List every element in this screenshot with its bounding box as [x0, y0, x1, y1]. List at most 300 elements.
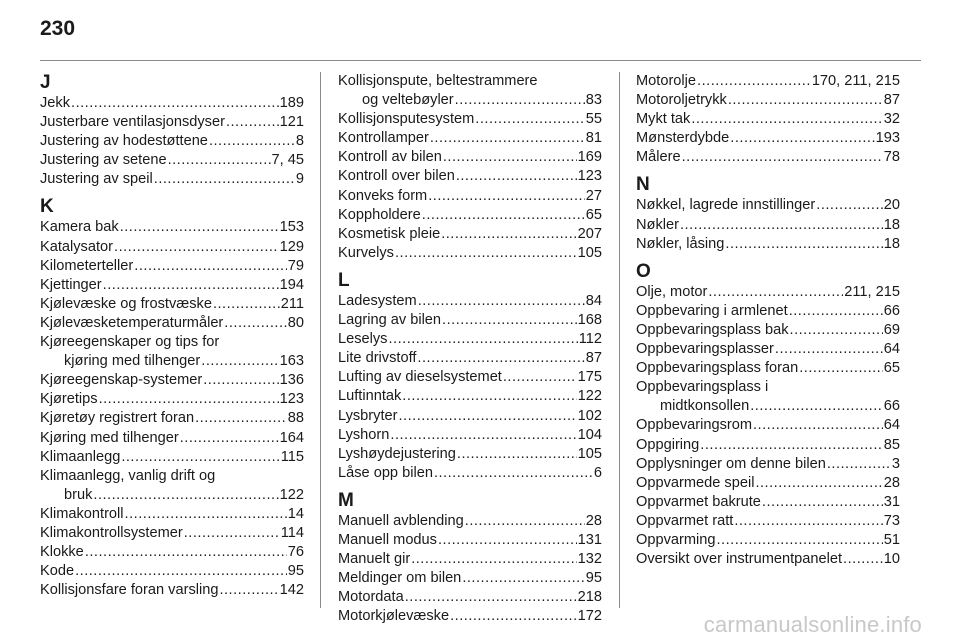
section-letter: J: [40, 72, 51, 93]
dot-leader: [224, 314, 286, 333]
entry-pages: 218: [577, 589, 602, 606]
entry-term: Klimakontroll: [40, 505, 124, 522]
entry-term: Katalysator: [40, 238, 114, 255]
index-entry: [40, 448, 304, 467]
entry-term: Nøkler: [636, 216, 679, 233]
index-entry: [40, 562, 304, 581]
dot-leader: [790, 321, 883, 340]
entry-term: Oppvarming: [636, 531, 716, 548]
entry-term: Kjølevæsketemperaturmåler: [40, 314, 224, 331]
dot-leader: [717, 531, 883, 550]
entry-pages: 31: [883, 493, 900, 510]
entry-pages: 104: [577, 426, 602, 443]
page-number: 230: [40, 17, 76, 40]
dot-leader: [154, 170, 295, 189]
dot-leader: [203, 371, 278, 390]
entry-pages: 163: [279, 353, 304, 370]
entry-term: Kollisjonspute, beltestrammere: [338, 73, 538, 89]
entry-term: Kontroll over bilen: [338, 168, 455, 185]
entry-pages: 66: [883, 302, 900, 319]
column-divider: [320, 72, 321, 608]
index-entry: [40, 429, 304, 448]
entry-pages: 211, 215: [844, 283, 900, 300]
index-entry: [338, 206, 602, 225]
entry-term: Kontroll av bilen: [338, 149, 442, 166]
index-entry: [40, 151, 304, 170]
entry-pages: 78: [883, 149, 900, 166]
dot-leader: [71, 94, 279, 113]
entry-pages: 95: [287, 563, 304, 580]
entry-term: Lite drivstoff: [338, 350, 417, 367]
entry-term: Klimakontrollsystemer: [40, 524, 183, 541]
index-entry: [636, 148, 900, 167]
entry-pages: 28: [883, 474, 900, 491]
entry-pages: 122: [577, 388, 602, 405]
dot-leader: [99, 390, 279, 409]
dot-leader: [441, 225, 576, 244]
dot-leader: [398, 407, 576, 426]
entry-term: Kontrollamper: [338, 130, 429, 147]
entry-pages: 65: [883, 360, 900, 377]
entry-pages: 112: [578, 331, 602, 348]
dot-leader: [442, 311, 577, 330]
entry-pages: 64: [883, 417, 900, 434]
dot-leader: [443, 148, 577, 167]
index-entry: [636, 493, 900, 512]
entry-pages: 102: [577, 407, 602, 424]
entry-pages: 122: [279, 486, 304, 503]
dot-leader: [697, 72, 811, 91]
entry-term: Lufting av dieselsystemet: [338, 369, 502, 386]
index-entry: [338, 550, 602, 569]
entry-term: Konveks form: [338, 187, 428, 204]
dot-leader: [388, 330, 577, 349]
dot-leader: [209, 132, 295, 151]
entry-pages: 95: [585, 570, 602, 587]
entry-pages: 80: [287, 314, 304, 331]
entry-pages: 6: [593, 464, 602, 481]
index-entry: [338, 167, 602, 186]
index-entry: [338, 426, 602, 445]
dot-leader: [775, 340, 883, 359]
dot-leader: [438, 531, 577, 550]
dot-leader: [750, 397, 883, 416]
index-entry: [338, 148, 602, 167]
entry-pages: 84: [585, 292, 602, 309]
entry-term: Manuelt gir: [338, 551, 411, 568]
entry-term: Opplysninger om denne bilen: [636, 455, 826, 472]
index-section: [338, 270, 602, 483]
entry-pages: 85: [883, 436, 900, 453]
entry-pages: 51: [883, 531, 900, 548]
entry-pages: 69: [883, 321, 900, 338]
entry-term: Olje, motor: [636, 283, 708, 300]
entry-pages: 18: [883, 216, 900, 233]
index-entry: [636, 72, 900, 91]
header-rule: [40, 60, 921, 61]
entry-term: Lysbryter: [338, 407, 398, 424]
entry-pages: 55: [585, 111, 602, 128]
entry-term-continued: bruk: [64, 486, 93, 503]
dot-leader: [734, 512, 882, 531]
entry-pages: 27: [585, 187, 602, 204]
entry-term: Luftinntak: [338, 388, 402, 405]
index-entry: [40, 257, 304, 276]
index-entry: [40, 218, 304, 237]
entry-term: Manuell modus: [338, 531, 437, 548]
entry-pages: 28: [585, 512, 602, 529]
entry-term: Justering av setene: [40, 152, 167, 169]
entry-term: Motordata: [338, 589, 404, 606]
entry-pages: 123: [577, 168, 602, 185]
index-entry: [338, 531, 602, 550]
entry-term: Motorolje: [636, 73, 697, 89]
dot-leader: [184, 524, 280, 543]
entry-term: Låse opp bilen: [338, 464, 433, 481]
dot-leader: [753, 416, 883, 435]
entry-pages: 66: [883, 398, 900, 415]
dot-leader: [168, 151, 271, 170]
index-entry: [636, 196, 900, 215]
index-section: [636, 261, 900, 569]
dot-leader: [708, 283, 843, 302]
dot-leader: [103, 276, 279, 295]
entry-pages: 193: [875, 130, 900, 147]
entry-pages: 8: [295, 133, 304, 150]
entry-continuation: [636, 397, 900, 416]
entry-term: Leselys: [338, 331, 388, 348]
index-entry: [636, 216, 900, 235]
index-entry: [40, 467, 304, 505]
dot-leader: [816, 196, 883, 215]
entry-pages: 136: [279, 372, 304, 389]
entry-term: Kode: [40, 563, 75, 580]
entry-term: Kjøretips: [40, 391, 98, 408]
entry-continuation: [40, 352, 304, 371]
index-entry: [636, 235, 900, 254]
entry-pages: 121: [279, 114, 304, 131]
index-entry: [40, 409, 304, 428]
entry-term-continued: kjøring med tilhenger: [64, 353, 201, 370]
entry-pages: 9: [295, 171, 304, 188]
dot-leader: [503, 368, 577, 387]
entry-term: Kollisjonsfare foran varsling: [40, 582, 219, 599]
index-entry: [338, 129, 602, 148]
index-entry: [40, 113, 304, 132]
dot-leader: [134, 257, 286, 276]
dot-leader: [180, 429, 279, 448]
dot-leader: [682, 148, 883, 167]
entry-term: Kollisjonsputesystem: [338, 111, 475, 128]
index-entry: [636, 436, 900, 455]
index-section: [636, 174, 900, 253]
entry-pages: 189: [279, 95, 304, 111]
index-entry: [338, 311, 602, 330]
entry-pages: 132: [577, 551, 602, 568]
index-entry: [636, 378, 900, 416]
dot-leader: [455, 91, 585, 110]
index-entry: [338, 225, 602, 244]
index-entry: [338, 464, 602, 483]
entry-term: Lyshøydejustering: [338, 445, 456, 462]
entry-term: Oppbevaringsplass bak: [636, 321, 789, 338]
entry-term: Ladesystem: [338, 292, 417, 309]
entry-term: Klokke: [40, 544, 84, 561]
index-entry: [40, 505, 304, 524]
entry-pages: 172: [577, 608, 602, 625]
entry-term: Kosmetisk pleie: [338, 225, 441, 242]
entry-pages: 76: [287, 544, 304, 561]
index-entry: [636, 321, 900, 340]
dot-leader: [450, 607, 577, 626]
entry-pages: 170, 211, 215: [811, 73, 900, 89]
dot-leader: [417, 349, 584, 368]
entry-continuation: [40, 486, 304, 505]
entry-term: Motoroljetrykk: [636, 92, 727, 109]
index-column-2: [338, 72, 602, 626]
dot-leader: [85, 543, 287, 562]
entry-term: Lyshorn: [338, 426, 390, 443]
entry-term: Kjettinger: [40, 276, 102, 293]
index-entry: [636, 129, 900, 148]
entry-term: Meldinger om bilen: [338, 570, 462, 587]
entry-pages: 105: [577, 244, 602, 261]
entry-term: Kurvelys: [338, 244, 394, 261]
entry-pages: 168: [577, 312, 602, 329]
dot-leader: [457, 445, 577, 464]
entry-term: Justerbare ventilasjonsdyser: [40, 114, 225, 131]
entry-term: Oppvarmet ratt: [636, 512, 734, 529]
index-entry: [338, 292, 602, 311]
entry-pages: 123: [279, 391, 304, 408]
entry-pages: 20: [883, 197, 900, 214]
index-entry: [40, 524, 304, 543]
entry-term: Oppbevaringsplasser: [636, 341, 774, 358]
index-entry: [636, 359, 900, 378]
index-entry: [338, 407, 602, 426]
entry-continuation: [338, 91, 602, 110]
entry-term: Oppbevaring i armlenet: [636, 302, 788, 319]
section-letter: K: [40, 196, 54, 218]
dot-leader: [789, 302, 883, 321]
entry-pages: 65: [585, 206, 602, 223]
dot-leader: [762, 493, 883, 512]
index-entry: [338, 512, 602, 531]
entry-term-continued: midtkonsollen: [660, 398, 750, 415]
entry-term: Justering av speil: [40, 171, 153, 188]
entry-pages: 153: [279, 219, 304, 236]
entry-pages: 142: [279, 582, 304, 599]
entry-term: Mykt tak: [636, 111, 691, 128]
entry-term: Oppvarmet bakrute: [636, 493, 761, 510]
dot-leader: [93, 486, 278, 505]
index-entry: [338, 110, 602, 129]
entry-term-continued: og veltebøyler: [362, 92, 454, 109]
section-letter: O: [636, 260, 651, 282]
index-entry: [636, 416, 900, 435]
index-section: [636, 72, 900, 167]
entry-pages: 169: [577, 149, 602, 166]
entry-pages: 7, 45: [271, 152, 304, 169]
index-entry: [636, 283, 900, 302]
index-entry: [338, 588, 602, 607]
entry-pages: 73: [883, 512, 900, 529]
dot-leader: [226, 113, 279, 132]
index-entry: [40, 543, 304, 562]
dot-leader: [799, 359, 883, 378]
index-entry: [636, 455, 900, 474]
entry-pages: 3: [891, 455, 900, 472]
dot-leader: [730, 129, 874, 148]
dot-leader: [422, 206, 585, 225]
index-entry: [40, 132, 304, 151]
dot-leader: [475, 110, 584, 129]
entry-pages: 79: [287, 257, 304, 274]
entry-term: Kilometerteller: [40, 257, 134, 274]
dot-leader: [728, 91, 883, 110]
index-entry: [338, 330, 602, 349]
dot-leader: [114, 238, 279, 257]
entry-term: Oppbevaringsrom: [636, 417, 752, 434]
entry-term: Oversikt over instrumentpanelet: [636, 551, 843, 568]
index-entry: [636, 531, 900, 550]
entry-pages: 114: [280, 524, 304, 541]
dot-leader: [395, 244, 577, 263]
entry-term: Kjøreegenskaper og tips for: [40, 334, 220, 351]
entry-pages: 87: [883, 92, 900, 109]
entry-term: Oppvarmede speil: [636, 474, 755, 491]
entry-pages: 88: [287, 410, 304, 427]
column-divider: [619, 72, 620, 608]
entry-term: Lagring av bilen: [338, 312, 442, 329]
dot-leader: [125, 505, 287, 524]
index-entry: [636, 91, 900, 110]
dot-leader: [700, 436, 882, 455]
entry-term: Oppgiring: [636, 436, 700, 453]
index-entry: [338, 244, 602, 263]
entry-pages: 14: [287, 505, 304, 522]
entry-term: Målere: [636, 149, 681, 166]
dot-leader: [456, 167, 577, 186]
index-entry: [40, 276, 304, 295]
entry-pages: 175: [577, 369, 602, 386]
index-entry: [40, 581, 304, 600]
index-entry: [40, 295, 304, 314]
dot-leader: [725, 235, 882, 254]
dot-leader: [462, 569, 584, 588]
index-entry: [338, 387, 602, 406]
entry-term: Koppholdere: [338, 206, 421, 223]
index-entry: [338, 607, 602, 626]
index-entry: [338, 368, 602, 387]
dot-leader: [428, 187, 585, 206]
entry-term: Kjøretøy registrert foran: [40, 410, 195, 427]
index-entry: [636, 302, 900, 321]
entry-term: Mønsterdybde: [636, 130, 730, 147]
dot-leader: [843, 550, 883, 569]
index-entry: [338, 72, 602, 110]
dot-leader: [434, 464, 593, 483]
entry-pages: 131: [577, 531, 602, 548]
dot-leader: [219, 581, 278, 600]
index-entry: [40, 94, 304, 113]
entry-term: Kjølevæske og frostvæske: [40, 295, 212, 312]
index-section: [40, 72, 304, 189]
dot-leader: [680, 216, 883, 235]
entry-term: Oppbevaringsplass i: [636, 379, 769, 396]
dot-leader: [827, 455, 891, 474]
dot-leader: [390, 426, 576, 445]
entry-pages: 87: [585, 350, 602, 367]
entry-pages: 207: [577, 225, 602, 242]
dot-leader: [411, 550, 576, 569]
entry-pages: 105: [577, 445, 602, 462]
index-entry: [636, 340, 900, 359]
dot-leader: [201, 352, 278, 371]
index-entry: [636, 512, 900, 531]
entry-term: Justering av hodestøttene: [40, 133, 208, 150]
index-entry: [40, 238, 304, 257]
index-section: [40, 196, 304, 600]
entry-term: Manuell avblending: [338, 512, 464, 529]
entry-term: Nøkler, låsing: [636, 235, 725, 252]
entry-term: Motorkjølevæske: [338, 608, 450, 625]
dot-leader: [195, 409, 287, 428]
index-column-3: [636, 72, 900, 569]
entry-pages: 18: [883, 235, 900, 252]
entry-pages: 211: [280, 295, 304, 312]
index-entry: [636, 550, 900, 569]
entry-pages: 10: [883, 551, 900, 568]
entry-pages: 194: [279, 276, 304, 293]
index-section: [338, 490, 602, 627]
dot-leader: [213, 295, 280, 314]
dot-leader: [121, 448, 279, 467]
section-letter: N: [636, 174, 650, 196]
watermark: carmanualsonline.info: [703, 612, 922, 637]
entry-term: Kjøreegenskap-systemer: [40, 372, 203, 389]
entry-term: Oppbevaringsplass foran: [636, 360, 799, 377]
index-column-1: [40, 72, 304, 600]
dot-leader: [755, 474, 882, 493]
section-letter: M: [338, 489, 354, 511]
index-entry: [338, 569, 602, 588]
index-entry: [338, 445, 602, 464]
entry-pages: 129: [279, 238, 304, 255]
index-entry: [40, 371, 304, 390]
dot-leader: [405, 588, 577, 607]
index-entry: [338, 187, 602, 206]
entry-term: Klimaanlegg: [40, 448, 121, 465]
index-entry: [40, 170, 304, 189]
dot-leader: [465, 512, 585, 531]
index-entry: [40, 333, 304, 371]
dot-leader: [402, 387, 576, 406]
dot-leader: [75, 562, 287, 581]
entry-term: Nøkkel, lagrede innstillinger: [636, 197, 816, 214]
index-entry: [636, 474, 900, 493]
index-entry: [40, 390, 304, 409]
dot-leader: [120, 218, 279, 237]
entry-term: Kamera bak: [40, 219, 119, 236]
section-letter: L: [338, 269, 350, 291]
dot-leader: [691, 110, 882, 129]
entry-term: Jekk: [40, 95, 71, 111]
entry-pages: 115: [280, 448, 304, 465]
index-section: [338, 72, 602, 263]
index-entry: [338, 349, 602, 368]
entry-term: Klimaanlegg, vanlig drift og: [40, 467, 216, 484]
